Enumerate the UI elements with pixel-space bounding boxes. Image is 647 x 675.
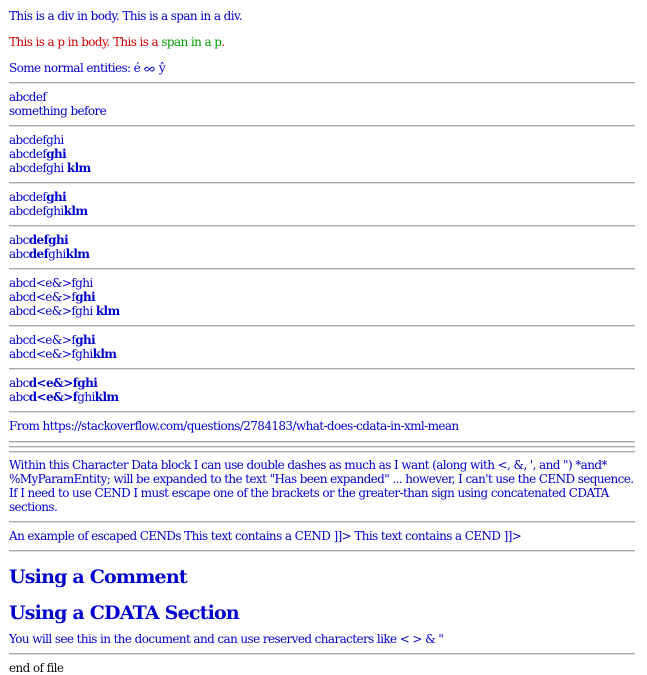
line [9,390,635,404]
divider [9,225,635,227]
line-bold: klm [95,304,120,318]
line-part: abc [9,390,29,404]
line-part: abcdef [9,190,47,204]
line-part: abc [9,376,29,390]
line-bold: def [28,247,49,261]
source-link-text: From https://stackoverflow.com/questions/2784183/what-does-cdata-in-xml-mean [9,419,459,433]
divider [9,653,635,655]
line-part: abcd<e&>fghi [9,304,96,318]
line-part: abc [9,233,29,247]
line-part: abcdefghi [9,204,64,218]
divider [9,441,635,443]
p-text [9,35,635,49]
line: abcdefghi [9,133,64,147]
divider [9,411,635,413]
divider [9,521,635,523]
line [9,376,635,390]
divider [9,325,635,327]
p-text-red-end: . [221,35,225,49]
group-1 [9,90,635,118]
reserved-chars-line: You will see this in the document and can use reserved characters like < > & " [9,632,444,646]
line-bold: klm [63,204,88,218]
divider [9,446,635,448]
double-divider [9,441,635,453]
line-bold: ghi [75,333,96,347]
line [9,204,635,218]
group-2 [9,133,635,175]
p-span-green: span in a p [161,35,222,49]
line [9,347,635,361]
line [9,161,635,175]
line [9,147,635,161]
line-part: abcd<e&>fghi [9,347,93,361]
group-6 [9,333,635,361]
end-of-file: end of file [9,661,64,675]
divider [9,550,635,552]
line-bold: klm [92,347,117,361]
group-4 [9,233,635,261]
line [9,247,635,261]
divider [9,451,635,453]
divider [9,368,635,370]
cdata-paragraph: Within this Character Data block I can use double dashes as much as I want (along with <, &, ', and ") *and* %MyParamEntity; will be expanded to the text "Has been expanded" ... however, I can't use the CEND sequence. If I need to use CEND I must escape one of the brackets or the greater-than sign using concatenated CDATA sections. [9,458,634,514]
document-body [9,9,635,675]
heading-using-cdata: Using a CDATA Section [9,602,239,624]
div-text: This is a div in body. This is a span in a div. [9,9,242,23]
line-bold: ghi [75,290,96,304]
escaped-cend-line: An example of escaped CENDs This text contains a CEND ]]> This text contains a CEND ]]> [9,529,522,543]
line-bold: d<e&>fghi [28,376,98,390]
line [9,233,635,247]
line-part: abcd<e&>f [9,333,76,347]
heading-using-comment: Using a Comment [9,566,187,588]
line-part: abc [9,247,29,261]
line-bold: klm [94,390,119,404]
divider [9,125,635,127]
line-bold: klm [66,161,91,175]
group-3 [9,190,635,218]
divider [9,268,635,270]
line-part: abcd<e&>f [9,290,76,304]
line-part: ghi [77,390,95,404]
line-part: ghi [48,247,66,261]
line [9,290,635,304]
line-part: abcdef [9,147,47,161]
line-bold: ghi [46,147,67,161]
line: abcd<e&>fghi [9,276,93,290]
line [9,333,635,347]
line-bold: klm [65,247,90,261]
entities-line: Some normal entities: é ᨖ ŷ [9,61,166,75]
line-bold: defghi [28,233,69,247]
line: something before [9,104,107,118]
group-7 [9,376,635,404]
line [9,304,635,318]
line: abcdef [9,90,47,104]
divider [9,82,635,84]
line-part: abcdefghi [9,161,67,175]
line-bold: d<e&>f [28,390,78,404]
p-text-red: This is a p in body. This is a [9,35,162,49]
group-5 [9,276,635,318]
line-bold: ghi [46,190,67,204]
line [9,190,635,204]
divider [9,182,635,184]
